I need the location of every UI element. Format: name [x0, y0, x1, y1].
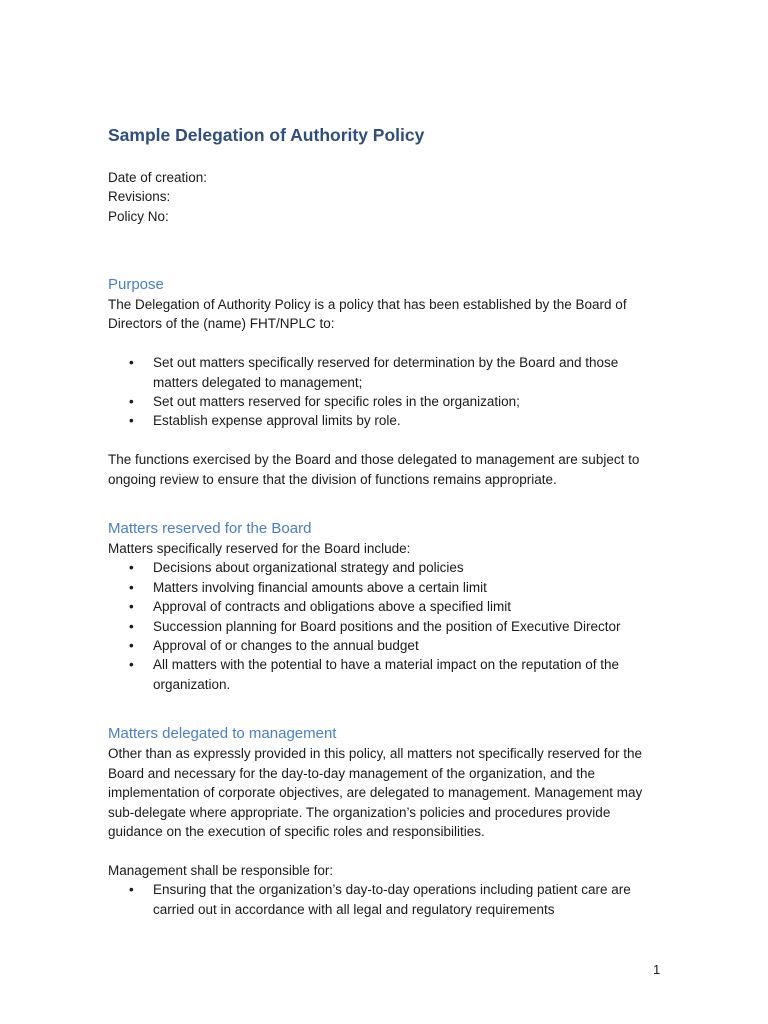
- bullet-icon: •: [129, 355, 134, 371]
- list-item-text: Succession planning for Board positions and the position of Executive Director: [153, 618, 621, 634]
- purpose-intro: The Delegation of Authority Policy is a policy that has been established by the Board of Directors of the (name) FHT/NPLC to:: [108, 297, 627, 332]
- management-responsible-intro: Management shall be responsible for:: [108, 862, 334, 878]
- list-item: [108, 353, 664, 392]
- list-item: [108, 558, 664, 577]
- meta-date-of-creation: Date of creation:: [108, 170, 208, 185]
- list-item: [108, 392, 664, 411]
- purpose-closing: The functions exercised by the Board and those delegated to management are subject to ongoing review to ensure that the division of functions remains appropriate.: [108, 452, 640, 487]
- bullet-icon: •: [129, 882, 134, 898]
- purpose-bullet-list: [108, 353, 664, 431]
- board-bullet-list: [108, 558, 664, 694]
- list-item-text: Decisions about organizational strategy and policies: [153, 560, 464, 576]
- meta-revisions: Revisions:: [108, 189, 171, 205]
- management-paragraph: Other than as expressly provided in this policy, all matters not specifically reserved for the Board and necessary for the day-to-day management of the organization, and the implementation of corporate objectives, are delegated to management. Management may sub-delegate where appropriate. The organization’s policies and procedures provide guidance on the execution of specific roles and responsibilities.: [108, 746, 643, 839]
- list-item: [108, 597, 664, 616]
- list-item-text: Set out matters specifically reserved for determination by the Board and those matters delegated to management;: [153, 355, 619, 390]
- list-item-text: Ensuring that the organization’s day-to-day operations including patient care are carried out in accordance with all legal and regulatory requirements: [153, 882, 631, 917]
- list-item-text: Set out matters reserved for specific roles in the organization;: [153, 394, 520, 410]
- list-item: [108, 655, 664, 694]
- bullet-icon: •: [129, 560, 134, 576]
- purpose-heading: Purpose: [108, 276, 164, 293]
- list-item-text: Approval of contracts and obligations above a specified limit: [153, 599, 511, 615]
- bullet-icon: •: [129, 413, 134, 429]
- list-item: [108, 636, 664, 655]
- purpose-section: [108, 275, 664, 489]
- page-number: 1: [653, 962, 661, 977]
- bullet-icon: •: [129, 657, 134, 673]
- list-item-text: Matters involving financial amounts above a certain limit: [153, 579, 487, 595]
- list-item-text: All matters with the potential to have a material impact on the reputation of the organization.: [153, 657, 620, 692]
- bullet-icon: •: [129, 599, 134, 615]
- document-metadata: [108, 168, 207, 226]
- list-item-text: Approval of or changes to the annual budget: [153, 638, 419, 654]
- document-body: [108, 275, 664, 919]
- bullet-icon: •: [129, 394, 134, 410]
- bullet-icon: •: [129, 579, 134, 595]
- management-bullet-list: [108, 880, 664, 919]
- board-intro: Matters specifically reserved for the Board include:: [108, 541, 411, 557]
- board-section: [108, 519, 664, 694]
- list-item: [108, 617, 664, 636]
- list-item: [108, 880, 664, 919]
- list-item-text: Establish expense approval limits by role.: [153, 413, 401, 429]
- meta-policy-no: Policy No:: [108, 208, 169, 224]
- list-item: [108, 578, 664, 597]
- list-item: [108, 411, 664, 430]
- document-title: Sample Delegation of Authority Policy: [108, 125, 425, 145]
- management-section: [108, 724, 664, 919]
- board-heading: Matters reserved for the Board: [108, 520, 312, 538]
- bullet-icon: •: [129, 618, 134, 634]
- bullet-icon: •: [129, 638, 134, 654]
- management-heading: Matters delegated to management: [108, 725, 337, 743]
